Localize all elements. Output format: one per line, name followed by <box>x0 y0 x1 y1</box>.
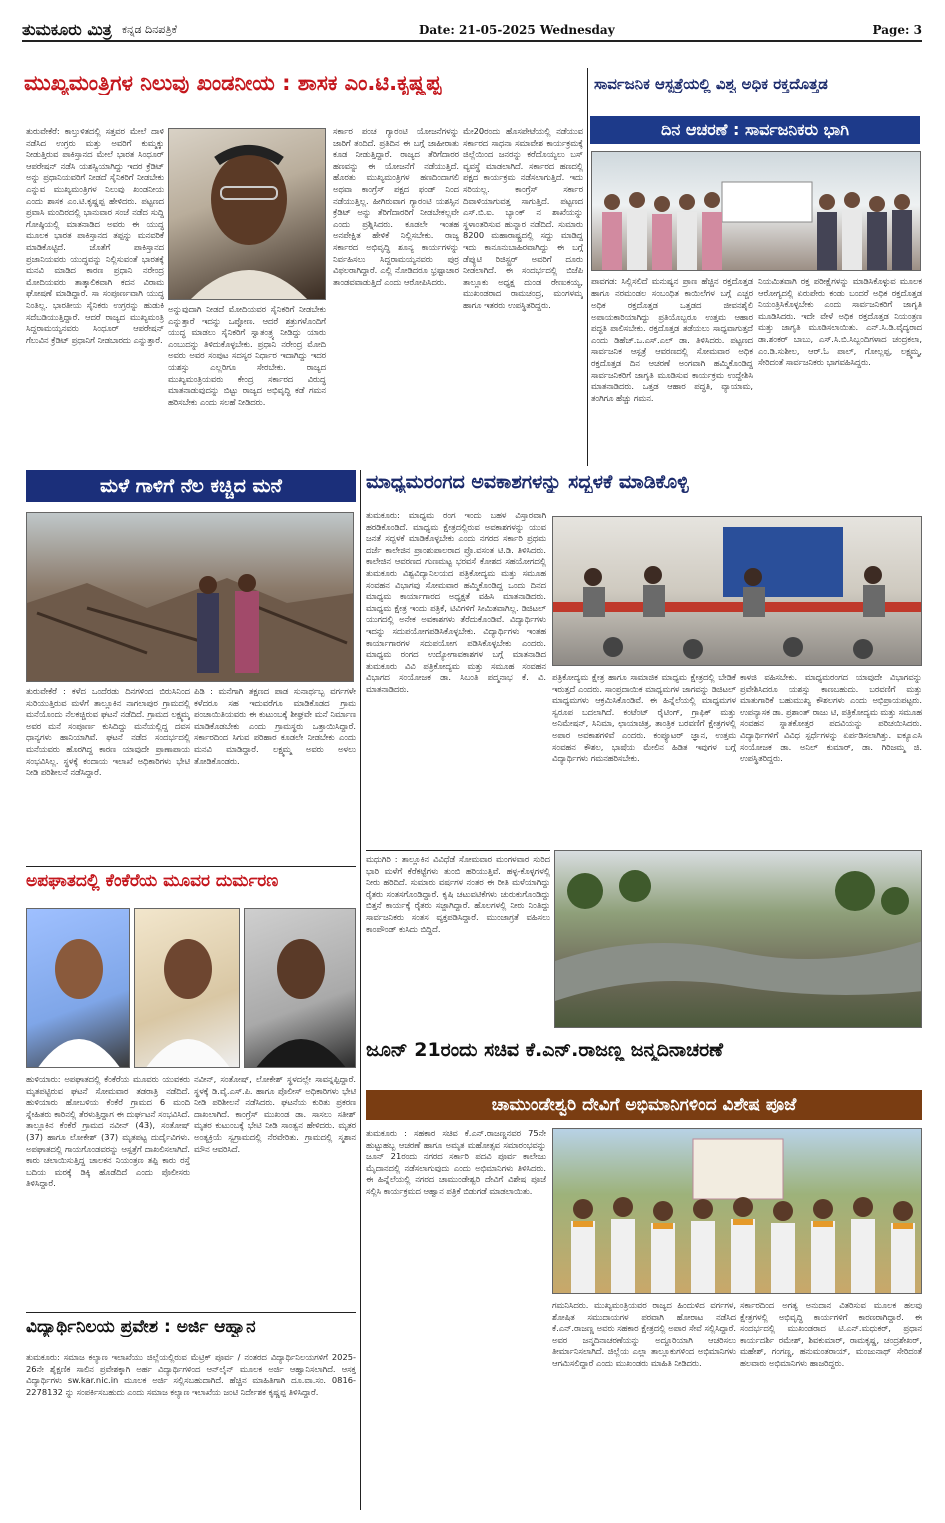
headline-accident: ಅಪಘಾತದಲ್ಲಿ ಕೆಂಕೆರೆಯ ಮೂವರ ದುರ್ಮರಣ <box>26 872 279 891</box>
article-text: ಪತ್ರಿಕೋದ್ಯಮ ಕ್ಷೇತ್ರ ಹಾಗೂ ಸಾಮಾಜಿಕ ಮಾಧ್ಯಮ ಕ್ಷೇತ್ರದಲ್ಲಿ ಬೇಡಿಕೆ ಇರುತ್ತದೆ ಎಂದರು. ಸಾಂಪ್ರದಾಯಿಕ ಮಾಧ್ಯಮಗಳ ಜಾಗವನ್ನು ಡಿಜಿಟಲ್ ಮಾಧ್ಯಮಗಳು ಆಕ್ರಮಿಸಿಕೊಂಡಿವೆ. ಈ ಹಿನ್ನೆಲೆಯಲ್ಲಿ ಮಾಧ್ಯಮಗಳ ಸ್ವರೂಪ ಬದಲಾಗಿದೆ. ಕಂಟೆಂಟ್ ರೈಟಿಂಗ್, ಗ್ರಾಫಿಕ್ ಮತ್ತು ಅನಿಮೇಷನ್, ಸಿನಿಮಾ, ಛಾಯಾಚಿತ್ರ, ತಾಂತ್ರಿಕ ಬರವಣಿಗೆ ಕ್ಷೇತ್ರಗಳಲ್ಲಿ ಅಪಾರ ಅವಕಾಶಗಳಿವೆ ಎಂದರು. ಕಂಪ್ಯೂಟರ್ ಜ್ಞಾನ, ಉತ್ತಮ ಸಂವಹನ ಕೌಶಲ, ಭಾಷೆಯ ಮೇಲಿನ ಹಿಡಿತ ಇವುಗಳ ಬಗ್ಗೆ ವಿದ್ಯಾರ್ಥಿಗಳು ಗಮನಹರಿಸಬೇಕು. <box>552 672 736 764</box>
person-icon <box>27 909 130 1068</box>
section-divider <box>26 1312 356 1313</box>
article-accident-col1 <box>26 1074 190 1308</box>
river-caption: ಮಧುಗಿರಿ : ತಾಲ್ಲೂಕಿನ ವಿವಿಧೆಡೆ ಸೋಮವಾರ ಮಂಗಳವಾರ ಸುರಿದ ಭಾರಿ ಮಳೆಗೆ ಕೆರೆಕಟ್ಟೆಗಳು ತುಂಬಿ ಹರಿಯುತ್ತಿವೆ. ಹಳ್ಳ-ಕೊಳ್ಳಗಳಲ್ಲಿ ನೀರು ಹರಿದಿದೆ. ಸುಮಾರು ವರ್ಷಗಳ ನಂತರ ಈ ರೀತಿ ಮಳೆಯಾಗಿದ್ದು ರೈತರು ಸಂತಸಗೊಂಡಿದ್ದಾರೆ. ಕೃಷಿ ಚಟುವಟಿಕೆಗಳು ಚುರುಕುಗೊಂಡಿದ್ದು ಬಿತ್ತನೆ ಕಾರ್ಯಕ್ಕೆ ರೈತರು ಸಜ್ಜಾಗಿದ್ದಾರೆ. ಹೊಲಗಳಲ್ಲಿ ನೀರು ನಿಂತಿದ್ದು ಸಾರ್ವಜನಿಕರು ಸಂತಸ ವ್ಯಕ್ತಪಡಿಸಿದ್ದಾರೆ. ಮುಂಜಾಗ್ರತೆ ವಹಿಸಲು ಕಾಂಪೌಂಡ್ ಕುಸಿದು ಬಿದ್ದಿದೆ. <box>366 854 550 934</box>
article-text: ಅಧಿಕ ರಕ್ತದೊತ್ತಡ ಒತ್ತಡದ ಜೀವನಶೈಲಿ ಅಪಾಯಕಾರಿಯಾಗಿದ್ದು ಪ್ರತಿಯೊಬ್ಬರೂ ಉತ್ತಮ ಆಹಾರ ಪದ್ಧತಿ ಪಾಲಿಸಬೇಕು. ರಕ್ತದೊತ್ತಡ ತಡೆಯಲು ಸಾಧ್ಯವಾಗುತ್ತದೆ ಎಂದು ಡಿಹೆಚ್.ಒ.ಎಸ್.ಎಲ್ ಡಾ. ತಿಳಿಸಿದರು. ಪಟ್ಟಣದ ಸಾರ್ವಜನಿಕ ಆಸ್ಪತ್ರೆ ಆವರಣದಲ್ಲಿ ಸೋಮವಾರ ಅಧಿಕ ರಕ್ತದೊತ್ತಡ ದಿನ ಆಚರಣೆ ಅಂಗವಾಗಿ ಹಮ್ಮಿಕೊಂಡಿದ್ದ ಸಾರ್ವಜನಿಕರಿಗೆ ಜಾಗೃತಿ ಮೂಡಿಸುವ ಕಾರ್ಯಕ್ರಮ ಉದ್ದೇಶಿಸಿ ಮಾತನಾಡಿದರು. ಒತ್ತಡ ಆಹಾರ ಪದ್ಧತಿ, ವ್ಯಾಯಾಮ, ತಂಗಿಗೂ ಹೆಚ್ಚು ಗಮನ. <box>591 300 753 403</box>
article-pooja-col2 <box>552 1300 736 1508</box>
portrait-icon <box>169 129 326 300</box>
article-media-col2 <box>552 672 736 846</box>
article-text: ಗಮನಿಸಿದರು. ಮುಖ್ಯಮಂತ್ರಿಯವರ ರಾಜ್ಯದ ಹಿಂದುಳಿದ ವರ್ಗಗಳ, ಶೋಷಿತ ಸಮುದಾಯಗಳ ಪರವಾಗಿ ಹೋರಾಟ ನಡೆಸಿದ ಕೆ.ಎನ್.ರಾಜಣ್ಣ ಅವರು ಸಹಕಾರ ಕ್ಷೇತ್ರದಲ್ಲಿ ಅಪಾರ ಸೇವೆ ಸಲ್ಲಿಸಿದ್ದಾರೆ. ಅವರ ಜನ್ಮದಿನಾಚರಣೆಯನ್ನು ಅದ್ದೂರಿಯಾಗಿ ಆಚರಿಸಲು ತೀರ್ಮಾನಿಸಲಾಗಿದೆ. ಜಿಲ್ಲೆಯ ಎಲ್ಲಾ ತಾಲ್ಲೂಕುಗಳಿಂದ ಅಭಿಮಾನಿಗಳು ಆಗಮಿಸಲಿದ್ದಾರೆ ಎಂದು ಮುಖಂಡರು ಮಾಹಿತಿ ನೀಡಿದರು. <box>552 1300 736 1368</box>
headline-cm: ಮುಖ್ಯಮಂತ್ರಿಗಳ ನಿಲುವು ಖಂಡನೀಯ : ಶಾಸಕ ಎಂ.ಟಿ.ಕೃಷ್ಣಪ್ಪ <box>24 72 442 95</box>
article-text: ನಿಯಮಿತವಾಗಿ ರಕ್ತ ಪರೀಕ್ಷೆಗಳನ್ನು ಮಾಡಿಸಿಕೊಳ್ಳುವ ಮೂಲಕ ಆರೋಗ್ಯದಲ್ಲಿ ಏರುಪೇರು ಕಂಡು ಬಂದರೆ ಅಧಿಕ ರಕ್ತದೊತ್ತಡ ನಿಯಂತ್ರಿಸಿಕೊಳ್ಳಬೇಕು ಎಂದು ಸಾರ್ವಜನಿಕರಿಗೆ ಜಾಗೃತಿ ಮೂಡಿಸಿದರು. ಇದೇ ವೇಳೆ ಅಧಿಕ ರಕ್ತದೊತ್ತಡ ನಿಯಂತ್ರಣ ಮತ್ತು ಜಾಗೃತಿ ಮೂಡಿಸಲಾಯಿತು. ಎನ್.ಸಿ.ಡಿ.ವೈದ್ಯರಾದ ಡಾ.ಶಂಕರ್ ಬಾಬು, ಎಸ್.ಸಿ.ಬಿ.ಸಿಬ್ಬಂದಿಗಳಾದ ಚಂದ್ರಕಲಾ, ಎಂ.ಡಿ.ಸುಶೀಲ, ಆರ್.ಓ ಪಾಲ್, ಗೋಲ್ಲಪ್ಪ, ಲಕ್ಷ್ಮಮ್ಮ, ಸೇರಿದಂತೆ ಸಾರ್ವಜನಿಕರು ಭಾಗವಹಿಸಿದ್ದರು. <box>758 276 922 368</box>
article-blood-col1 <box>591 300 753 466</box>
masthead-date: Date: 21-05-2025 Wednesday <box>419 23 615 37</box>
headline-blood-2: ದಿನ ಆಚರಣೆ : ಸಾರ್ವಜನಿಕರು ಭಾಗಿ <box>590 116 920 144</box>
section-divider <box>26 866 356 867</box>
article-cm-col3 <box>333 126 459 466</box>
article-text: ಅನ್ನುವುದಾಗಿ ನೀಡದೆ ಮೋದಿಯವರ ಸೈನಿಕರಿಗೆ ನೀಡಬೇಕು ಎನ್ನುತ್ತಾರೆ ಇದನ್ನು ಒಪ್ಪೋಣ. ಆದರೆ ಶತ್ರುಗಳೊಂದಿಗೆ ಯುದ್ಧ ಮಾಡಲು ಸೈನಿಕರಿಗೆ ಸ್ವಾತಂತ್ರ್ಯ ನೀಡಿದ್ದು ಯಾರು ಎಂಬುದನ್ನು ತಿಳಿದುಕೊಳ್ಳಬೇಕು. ಪ್ರಧಾನಿ ನರೇಂದ್ರ ಮೋದಿ ಅವರು ಅವರ ಸಂಪುಟ ಸದಸ್ಯರ ನಿರ್ಧಾರ ಇದಾಗಿದ್ದು ಇದರ ಯಶಸ್ಸು ಎಲ್ಲರಿಗೂ ಸೇರಬೇಕು. ರಾಜ್ಯದ ಮುಖ್ಯಮಂತ್ರಿಯವರು ಕೇಂದ್ರ ಸರ್ಕಾರದ ವಿರುದ್ಧ ಮಾತನಾಡುವುದನ್ನು ಬಿಟ್ಟು ರಾಜ್ಯದ ಅಭಿವೃದ್ಧಿ ಕಡೆ ಗಮನ ಹರಿಸಬೇಕು ಎಂದು ಸಲಹೆ ನೀಡಿದರು. <box>168 304 326 407</box>
headline-hostel: ವಿದ್ಯಾರ್ಥಿನಿಲಯ ಪ್ರವೇಶ : ಅರ್ಜಿ ಆಹ್ವಾನ <box>26 1318 256 1337</box>
article-cm-col1 <box>26 126 164 466</box>
group-photo-icon <box>592 152 921 271</box>
blood-group-image <box>591 151 921 271</box>
blood-caption: ಪಾವಗಡ: ಸಿಲ್ಲಿಸಲಿದೆ ಮನುಷ್ಯನ ಪ್ರಾಣ ಹೆಚ್ಚಿನ ರಕ್ತದೊತ್ತಡ ಹಾಗೂ ನರಮಂಡಲ ಸಂಬಂಧಿತ ಕಾಯಿಲೆಗಳ ಬಗ್ಗೆ ಎಚ್ಚರ <box>591 276 753 298</box>
media-stage-image <box>552 516 922 666</box>
column-divider <box>587 68 588 466</box>
victim-2-photo <box>134 908 240 1068</box>
article-text: ತುಮಕೂರು : ಸಹಕಾರ ಸಚಿವ ಕೆ.ಎನ್.ರಾಜಣ್ಣನವರ 75ನೇ ಹುಟ್ಟುಹಬ್ಬ ಆಚರಣೆ ಹಾಗೂ ಅಮೃತ ಮಹೋತ್ಸವ ಸಮಾರಂಭವನ್ನು ಜೂನ್ 21ರಂದು ನಗರದ ಸರ್ಕಾರಿ ಪದವಿ ಪೂರ್ವ ಕಾಲೇಜು ಮೈದಾನದಲ್ಲಿ ನಡೆಸಲಾಗುವುದು ಎಂದು ಅಭಿಮಾನಿಗಳು ತಿಳಿಸಿದರು. ಈ ಹಿನ್ನೆಲೆಯಲ್ಲಿ ನಗರದ ಚಾಮುಂಡೇಶ್ವರಿ ದೇವಿಗೆ ವಿಶೇಷ ಪೂಜೆ ಸಲ್ಲಿಸಿ ಕಾರ್ಯಕ್ರಮದ ಆಹ್ವಾನ ಪತ್ರಿಕೆ ಬಿಡುಗಡೆ ಮಾಡಲಾಯಿತು. <box>366 1128 546 1196</box>
section-divider <box>366 850 550 851</box>
stage-icon <box>553 517 922 666</box>
article-rain-col1 <box>26 686 190 862</box>
column-divider <box>360 470 361 1510</box>
mla-portrait-image <box>168 128 326 300</box>
person-icon <box>135 909 240 1068</box>
article-rain-col2 <box>194 686 356 862</box>
article-text: ತುಮಕೂರು: ಸಮಾಜ ಕಲ್ಯಾಣ ಇಲಾಖೆಯು ಜಿಲ್ಲೆಯಲ್ಲಿರುವ ಮೆಟ್ರಿಕ್ ಪೂರ್ವ / ನಂತರದ ವಿದ್ಯಾರ್ಥಿನಿಲಯಗಳಿಗೆ 2025-26ನೇ ಶೈಕ್ಷಣಿಕ ಸಾಲಿನ ಪ್ರವೇಶಕ್ಕಾಗಿ ಅರ್ಹ ವಿದ್ಯಾರ್ಥಿಗಳಿಂದ ಆನ್‌ಲೈನ್ ಮೂಲಕ ಅರ್ಜಿ ಆಹ್ವಾನಿಸಲಾಗಿದೆ. ಆಸಕ್ತ ವಿದ್ಯಾರ್ಥಿಗಳು sw.kar.nic.in ಮೂಲಕ ಅರ್ಜಿ ಸಲ್ಲಿಸಬಹುದಾಗಿದೆ. ಹೆಚ್ಚಿನ ಮಾಹಿತಿಗಾಗಿ ದೂ.ವಾ.ಸಂ. 0816-2278132 ನ್ನು ಸಂಪರ್ಕಿಸಬಹುದು ಎಂದು ಸಮಾಜ ಕಲ್ಯಾಣ ಇಲಾಖೆಯ ಜಂಟಿ ನಿರ್ದೇಶಕ ಕೃಷ್ಣಪ್ಪ ತಿಳಿಸಿದ್ದಾರೆ. <box>26 1352 356 1397</box>
page-number: Page: 3 <box>872 23 922 37</box>
headline-media: ಮಾಧ್ಯಮರಂಗದ ಅವಕಾಶಗಳನ್ನು ಸದ್ಬಳಕೆ ಮಾಡಿಕೊಳ್ಳಿ <box>366 472 689 493</box>
article-text: ಕಾಳಜಿ ವಹಿಸಬೇಕು. ಮಾಧ್ಯಮರಂಗದ ಯಾವುದೇ ವಿಭಾಗವನ್ನು ಪ್ರವೇಶಿಸಿದರೂ ಯಶಸ್ಸು ಕಾಣಬಹುದು. ಬರವಣಿಗೆ ಮತ್ತು ಮಾತುಗಾರಿಕೆ ಬಹುಮುಖ್ಯ ಕೌಶಲಗಳು ಎಂದು ಅಭಿಪ್ರಾಯಪಟ್ಟರು. ಉಪನ್ಯಾಸಕ ಡಾ. ಪ್ರಶಾಂತ್ ರಾಜು ಟಿ, ಪತ್ರಿಕೋದ್ಯಮ ಮತ್ತು ಸಮೂಹ ಸಂವಹನ ಸ್ನಾತಕೋತ್ತರ ಪದವಿಯನ್ನು ಪರಿಚಯಿಸಿದರು. ವಿದ್ಯಾರ್ಥಿಗಳಿಗೆ ವಿವಿಧ ಸ್ಪರ್ಧೆಗಳನ್ನು ಏರ್ಪಡಿಸಲಾಗಿತ್ತು. ಐಕ್ಯೂಎಸಿ ಸಂಯೋಜಕ ಡಾ. ಅನಿಲ್ ಕುಮಾರ್, ಡಾ. ಗಿರಿಜಮ್ಮ ಜಿ. ಉಪಸ್ಥಿತರಿದ್ದರು. <box>740 672 922 764</box>
article-hostel <box>26 1352 356 1508</box>
pooja-group-image <box>552 1128 922 1294</box>
article-media-col3 <box>740 672 922 846</box>
article-text: ಹುಳಿಯಾರು: ಅಪಘಾತದಲ್ಲಿ ಕೆಂಕೆರೆಯ ಮೂವರು ಯುವಕರು ಮೃತಪಟ್ಟಿರುವ ಘಟನೆ ಸೋಮವಾರ ತಡರಾತ್ರಿ ನಡೆದಿದೆ. ಹುಳಿಯಾರು ಹೋಬಳಿಯ ಕೆಂಕೆರೆ ಗ್ರಾಮದ 6 ಮಂದಿ ಸ್ನೇಹಿತರು ಕಾರಿನಲ್ಲಿ ತೆರಳುತ್ತಿದ್ದಾಗ ಈ ದುರ್ಘಟನೆ ಸಂಭವಿಸಿದೆ. ತಾಲ್ಲೂಕಿನ ಕೆಂಕೆರೆ ಗ್ರಾಮದ ನವೀನ್ (43), ಸಂತೋಷ್ (37) ಹಾಗೂ ಲೋಕೇಶ್ (37) ಮೃತಪಟ್ಟ ದುರ್ದೈವಿಗಳು. ಅಪಘಾತದಲ್ಲಿ ಗಾಯಗೊಂಡವರನ್ನು ಆಸ್ಪತ್ರೆಗೆ ದಾಖಲಿಸಲಾಗಿದೆ. ಕಾರು ಚಲಾಯಿಸುತ್ತಿದ್ದ ಚಾಲಕನ ನಿಯಂತ್ರಣ ತಪ್ಪಿ ಕಾರು ರಸ್ತೆ ಬದಿಯ ಮರಕ್ಕೆ ಡಿಕ್ಕಿ ಹೊಡೆದಿದೆ ಎಂದು ಪೊಲೀಸರು ತಿಳಿಸಿದ್ದಾರೆ. <box>26 1074 190 1189</box>
flood-stream-image <box>554 850 922 1028</box>
victim-3-photo <box>244 908 356 1068</box>
masthead-logo: ತುಮಕೂರು ಮಿತ್ರ <box>22 20 112 39</box>
masthead-subtitle: ಕನ್ನಡ ದಿನಪತ್ರಿಕೆ <box>122 23 178 36</box>
article-media-col1 <box>366 510 546 846</box>
article-text: ಸರ್ಕಾರದಿಂದ ಅಗತ್ಯ ಅನುದಾನ ವಿತರಿಸುವ ಮೂಲಕ ಹಲವು ಕ್ಷೇತ್ರಗಳಲ್ಲಿ ಅಭಿವೃದ್ಧಿ ಕಾರ್ಯಗಳಿಗೆ ಕಾರಣರಾಗಿದ್ದಾರೆ. ಈ ಸಂದರ್ಭದಲ್ಲಿ ಮುಖಂಡರಾದ ಟಿ.ಎನ್.ಮಧುಕರ್, ಪ್ರಧಾನ ಕಾರ್ಯದರ್ಶಿ ರಮೇಶ್, ಶಿವಕುಮಾರ್, ರಾಮಕೃಷ್ಣ, ಚಂದ್ರಶೇಖರ್, ಮಹೇಶ್, ಗಂಗಣ್ಣ, ಹನುಮಂತರಾಯ್, ಮಂಜುನಾಥ್ ಸೇರಿದಂತೆ ಹಲವಾರು ಅಭಿಮಾನಿಗಳು ಹಾಜರಿದ್ದರು. <box>740 1300 922 1368</box>
article-cm-col4 <box>463 126 583 466</box>
article-text: ಸರ್ಕಾರ ಪಂಚ ಗ್ಯಾರಂಟಿ ಯೋಜನೆಗಳನ್ನು ಜಾರಿಗೆ ತಂದಿದೆ. ಪ್ರತಿದಿನ ಈ ಬಗ್ಗೆ ಜಾಹೀರಾತು ಕೂಡ ನೀಡುತ್ತಿದ್ದಾರೆ. ರಾಜ್ಯದ ತೆರಿಗೆದಾರರ ಹಣವನ್ನು ಈ ಯೋಜನೆಗೆ ನಡೆಯುತ್ತಿದೆ. ಹೊರತು ಮುಖ್ಯಮಂತ್ರಿಗಳ ಹಣದಿಂದಾಗಲಿ ಅಥವಾ ಕಾಂಗ್ರೆಸ್ ಪಕ್ಷದ ಫಂಡ್ ನಿಂದ ನಡೆಯುತ್ತಿಲ್ಲ. ಹೀಗಿರುವಾಗ ಗ್ಯಾರಂಟಿ ಯಶಸ್ಸಿನ ಕ್ರೆಡಿಟ್ ಅನ್ನು ತೆರಿಗೆದಾರರಿಗೆ ನೀಡಬೇಕಲ್ಲವೇ ಎಂದು ಪ್ರಶ್ನಿಸಿದರು. ಕೂಡಲೇ ಇಂತಹ ಅನಪೇಕ್ಷಿತ ಹೇಳಿಕೆ ನಿಲ್ಲಿಸಬೇಕು. ರಾಜ್ಯ ಸರ್ಕಾರದ ಅಭಿವೃದ್ಧಿ ಶೂನ್ಯ ಕಾರ್ಯಗಳನ್ನು ನಿರ್ವಹಿಸಲು ಸಿದ್ದರಾಮಯ್ಯನವರು ಪುರ್ರ ವಿಫಲರಾಗಿದ್ದಾರೆ. ಎಲ್ಲಿ ನೋಡಿದರೂ ಭ್ರಷ್ಟಾಚಾರ ತಾಂಡವವಾಡುತ್ತಿದೆ ಎಂದು ಆರೋಪಿಸಿದರು. <box>333 126 459 287</box>
collapsed-house-image <box>26 512 354 682</box>
headline-rain: ಮಳೆ ಗಾಳಿಗೆ ನೆಲ ಕಚ್ಚಿದ ಮನೆ <box>26 470 356 502</box>
group-photo-icon <box>553 1129 922 1294</box>
article-text: ಮೇ20ರಂದು ಹೊಸಪೇಟೆಯಲ್ಲಿ ನಡೆಯುವ ಸರ್ಕಾರದ ಸಾಧನಾ ಸಮಾವೇಶ ಕಾರ್ಯಕ್ರಮಕ್ಕೆ ಜಿಲ್ಲೆಯಿಂದ ಜನರನ್ನು ಕರೆದೊಯ್ಯಲು ಬಸ್ ವ್ಯವಸ್ಥೆ ಮಾಡಲಾಗಿದೆ. ಸರ್ಕಾರದ ಹಣದಲ್ಲಿ ಪಕ್ಷದ ಕಾರ್ಯಕ್ರಮ ನಡೆಸಲಾಗುತ್ತಿದೆ. ಇದು ಸರಿಯಲ್ಲ. ಕಾಂಗ್ರೆಸ್ ಸರ್ಕಾರ ದಿವಾಳಿಯಾಗುವತ್ತ ಸಾಗುತ್ತಿದೆ. ಪಟ್ಟಣದ ಎಸ್.ಬಿ.ಐ. ಬ್ಯಾಂಕ್ ನ ಶಾಖೆಯನ್ನು ಸ್ಥಳಾಂತರಿಸುವ ಹುನ್ನಾರ ನಡೆದಿದೆ. ಸುಮಾರು 8200 ಮಹಾರಾಷ್ಟ್ರದಲ್ಲಿ ಸದ್ದು ಮಾಡಿದ್ದ ಇದು ಕಾನೂನುಬಾಹಿರವಾಗಿದ್ದು ಈ ಬಗ್ಗೆ ಡೆಪ್ಯುಟಿ ರಿಜಿಸ್ಟ್ರರ್ ಅವರಿಗೆ ದೂರು ನೀಡಲಾಗಿದೆ. ಈ ಸಂದರ್ಭದಲ್ಲಿ ಬಿಜೆಪಿ ತಾಲ್ಲೂಕು ಅಧ್ಯಕ್ಷ ದುಂಡ ರೇಣುಕಯ್ಯ, ಮುಖಂಡರಾದ ರಾಮಚಂದ್ರ, ಮಂಗಳಮ್ಮ ಹಾಗೂ ಇತರರು ಉಪಸ್ಥಿತರಿದ್ದರು. <box>463 126 583 310</box>
article-text: ತುಮಕೂರು: ಮಾಧ್ಯಮ ರಂಗ ಇಂದು ಬಹಳ ವಿಸ್ತಾರವಾಗಿ ಹರಡಿಕೊಂಡಿದೆ. ಮಾಧ್ಯಮ ಕ್ಷೇತ್ರದಲ್ಲಿರುವ ಅವಕಾಶಗಳನ್ನು ಯುವ ಜನತೆ ಸದ್ಬಳಕೆ ಮಾಡಿಕೊಳ್ಳಬೇಕು ಎಂದು ನಗರದ ಸರ್ಕಾರಿ ಪ್ರಥಮ ದರ್ಜೆ ಕಾಲೇಜಿನ ಪ್ರಾಂಶುಪಾಲರಾದ ಪ್ರೊ.ವಸಂತ ಟಿ.ಡಿ. ತಿಳಿಸಿದರು. ಕಾಲೇಜಿನ ಆವರಣದ ಗುಣಮಟ್ಟ ಭರವಸೆ ಕೋಶದ ಸಹಯೋಗದಲ್ಲಿ ತುಮಕೂರು ವಿಶ್ವವಿದ್ಯಾನಿಲಯದ ಪತ್ರಿಕೋದ್ಯಮ ಮತ್ತು ಸಮೂಹ ಸಂವಹನ ವಿಭಾಗವು ಸೋಮವಾರ ಹಮ್ಮಿಕೊಂಡಿದ್ದ ಒಂದು ದಿನದ ಮಾಧ್ಯಮ ಕಾರ್ಯಾಗಾರದ ಅಧ್ಯಕ್ಷತೆ ವಹಿಸಿ ಮಾತನಾಡಿದರು. ಮಾಧ್ಯಮ ಕ್ಷೇತ್ರ ಇಂದು ಪತ್ರಿಕೆ, ಟಿವಿಗಳಿಗೆ ಸೀಮಿತವಾಗಿಲ್ಲ. ಡಿಜಿಟಲ್ ಯುಗದಲ್ಲಿ ಅನೇಕ ಅವಕಾಶಗಳು ತೆರೆದುಕೊಂಡಿವೆ. ವಿದ್ಯಾರ್ಥಿಗಳು ಇದನ್ನು ಸದುಪಯೋಗಪಡಿಸಿಕೊಳ್ಳಬೇಕು. ವಿದ್ಯಾರ್ಥಿಗಳು ಇಂತಹ ಕಾರ್ಯಾಗಾರಗಳ ಸದುಪಯೋಗ ಪಡಿಸಿಕೊಳ್ಳಬೇಕು ಎಂದರು. ಮಾಧ್ಯಮ ರಂಗದ ಉದ್ಯೋಗಾವಕಾಶಗಳ ಬಗ್ಗೆ ಮಾತನಾಡಿದ ತುಮಕೂರು ವಿವಿ ಪತ್ರಿಕೋದ್ಯಮ ಮತ್ತು ಸಮೂಹ ಸಂವಹನ ವಿಭಾಗದ ಸಂಯೋಜಕ ಡಾ. ಸಿಬಂತಿ ಪದ್ಮನಾಭ ಕೆ. ವಿ. ಮಾತನಾಡಿದರು. <box>366 510 546 694</box>
victim-1-photo <box>26 908 130 1068</box>
article-text: ನವೀನ್, ಸಂತೋಷ್, ಲೋಕೇಶ್ ಸ್ಥಳದಲ್ಲೇ ಸಾವನ್ನಪ್ಪಿದ್ದಾರೆ. ಸ್ಥಳಕ್ಕೆ ಡಿ.ವೈ.ಎಸ್.ಪಿ. ಹಾಗೂ ಪೊಲೀಸ್ ಅಧಿಕಾರಿಗಳು ಭೇಟಿ ನೀಡಿ ಪರಿಶೀಲನೆ ನಡೆಸಿದರು. ಘಟನೆಯ ಕುರಿತು ಪ್ರಕರಣ ದಾಖಲಾಗಿದೆ. ಕಾಂಗ್ರೆಸ್ ಮುಖಂಡ ಡಾ. ಸಾಸಲು ಸತೀಶ್ ಮೃತರ ಕುಟುಂಬಕ್ಕೆ ಭೇಟಿ ನೀಡಿ ಸಾಂತ್ವನ ಹೇಳಿದರು. ಮೃತರ ಅಂತ್ಯಕ್ರಿಯೆ ಸ್ವಗ್ರಾಮದಲ್ಲಿ ನೆರವೇರಿತು. ಗ್ರಾಮದಲ್ಲಿ ಸ್ಮಶಾನ ಮೌನ ಆವರಿಸಿದೆ. <box>194 1074 356 1154</box>
article-text: ಪಿಡಿ : ಮನೆಗಾಗಿ ತಕ್ಷಣದ ಪಾಡ ಸುನಾರ್ಥಬ್ಬ ವರ್ಗಗಳೇ ಕಳೆದರೂ ಸಹ ಇದುವರೆಗೂ ಮಾಡಿಕೊಡದ ಗ್ರಾಮ ಪಂಚಾಯಿತಿಯವರು ಈ ಕುಟುಂಬಕ್ಕೆ ಶೀಘ್ರವೇ ಮನೆ ನಿರ್ಮಾಣ ಮಾಡಿಕೊಡಬೇಕು ಎಂದು ಗ್ರಾಮಸ್ಥರು ಒತ್ತಾಯಿಸಿದ್ದಾರೆ. ಸರ್ಕಾರದಿಂದ ಸಿಗುವ ಪರಿಹಾರ ಕೂಡಲೇ ನೀಡಬೇಕು ಎಂದು ಮನವಿ ಮಾಡಿದ್ದಾರೆ. ಲಕ್ಷ್ಮಮ್ಮ ಅವರು ಅಳಲು ತೋಡಿಕೊಂಡರು. <box>194 686 356 766</box>
article-blood-col2 <box>758 276 922 466</box>
article-accident-col2 <box>194 1074 356 1308</box>
stream-icon <box>555 851 922 1028</box>
masthead <box>22 20 922 42</box>
article-text: ತುರುವೇಕೆರೆ : ಕಳೆದ ಒಂದೆರಡು ದಿನಗಳಿಂದ ಬಿರುಸಿನಿಂದ ಸುರಿಯುತ್ತಿರುವ ಮಳೆಗೆ ತಾಲ್ಲೂಕಿನ ನಾಗಲಾಪುರ ಗ್ರಾಮದಲ್ಲಿ ಮನೆಯೊಂದು ನೆಲಕಚ್ಚಿರುವ ಘಟನೆ ನಡೆದಿದೆ. ಗ್ರಾಮದ ಲಕ್ಷ್ಮಮ್ಮ ಅವರ ಮನೆ ಸಂಪೂರ್ಣ ಕುಸಿದಿದ್ದು ಮನೆಯಲ್ಲಿದ್ದ ದವಸ ಧಾನ್ಯಗಳು ಹಾನಿಯಾಗಿವೆ. ಘಟನೆ ನಡೆದ ಸಂದರ್ಭದಲ್ಲಿ ಮನೆಯವರು ಹೊರಗಿದ್ದ ಕಾರಣ ಯಾವುದೇ ಪ್ರಾಣಾಪಾಯ ಸಂಭವಿಸಿಲ್ಲ. ಸ್ಥಳಕ್ಕೆ ಕಂದಾಯ ಇಲಾಖೆ ಅಧಿಕಾರಿಗಳು ಭೇಟಿ ನೀಡಿ ಪರಿಶೀಲನೆ ನಡೆಸಿದ್ದಾರೆ. <box>26 686 190 778</box>
headline-blood-1: ಸಾರ್ವಜನಿಕ ಆಸ್ಪತ್ರೆಯಲ್ಲಿ ವಿಶ್ವ ಅಧಿಕ ರಕ್ತದೊತ್ತಡ <box>594 76 828 93</box>
person-icon <box>245 909 356 1068</box>
article-pooja-col3 <box>740 1300 922 1508</box>
article-cm-col2 <box>168 304 326 466</box>
article-text: ತುರುವೇಕೆರೆ: ಕಾಲ್ತುಳಿತದಲ್ಲಿ ಸತ್ತವರ ಮೇಲೆ ದಾಳಿ ನಡೆಸಿದ ಉಗ್ರರು ಮತ್ತು ಅವರಿಗೆ ಕುಮ್ಮಕ್ಕು ನೀಡುತ್ತಿರುವ ಪಾಕಿಸ್ತಾನದ ಮೇಲೆ ಭಾರತ ಸಿಂಧೂರ್ ಆಪರೇಷನ್ ನಡೆಸಿ ಯಶಸ್ವಿಯಾಗಿದ್ದು ಇದರ ಕ್ರೆಡಿಟ್ ಅನ್ನು ಪ್ರಧಾನಿಯವರಿಗೆ ನೀಡದೆ ಸೈನಿಕರಿಗೆ ನೀಡಬೇಕು ಎನ್ನುವ ಮುಖ್ಯಮಂತ್ರಿಗಳ ನಿಲುವು ಖಂಡನೀಯ ಎಂದು ಶಾಸಕ ಎಂ.ಟಿ.ಕೃಷ್ಣಪ್ಪ ಹೇಳಿದರು. ಪಟ್ಟಣದ ಪ್ರವಾಸಿ ಮಂದಿರದಲ್ಲಿ ಭಾನುವಾರ ಸಂಜೆ ನಡೆದ ಸುದ್ದಿ ಗೋಷ್ಠಿಯಲ್ಲಿ ಮಾತನಾಡಿದ ಅವರು ಈ ಯುದ್ಧ ಮೂಲಕ ಭಾರತ ಪಾಕಿಸ್ತಾನದ ತಪ್ಪನ್ನು ಮನವರಿಕೆ ಮಾಡಿಕೊಟ್ಟಿದೆ. ಜೊತೆಗೆ ಪಾಕಿಸ್ತಾನದ ಪ್ರಜಾನಿಯವರು ಯುದ್ಧವನ್ನು ನಿಲ್ಲಿಸುವಂತೆ ಭಾರತಕ್ಕೆ ಮನವಿ ಮಾಡಿದ ಕಾರಣ ಪ್ರಧಾನಿ ನರೇಂದ್ರ ಮೋದಿಯವರು ತಾತ್ಕಾಲಿಕವಾಗಿ ಕದನ ವಿರಾಮ ಘೋಷಣೆ ಮಾಡಿದ್ದಾರೆ. ಸಾ ಸಂಪೂರ್ಣವಾಗಿ ಯುದ್ಧ ನಿಂತಿಲ್ಲ. ಭಾರತೀಯ ಸೈನಿಕರು ಉಗ್ರರನ್ನು ಹುಡುಕಿ ಸದೆಬಡಿಯುತ್ತಿದ್ದಾರೆ. ಆದರೆ ರಾಜ್ಯದ ಮುಖ್ಯಮಂತ್ರಿ ಸಿದ್ದರಾಮಯ್ಯನವರು ಸಿಂಧೂರ್ ಆಪರೇಷನ್ ಗೆಲುವಿನ ಕ್ರೆಡಿಟ್ ಪ್ರಧಾನಿಗೆ ನೀಡಬಾರದು ಎನ್ನುತ್ತಾರೆ. <box>26 126 164 345</box>
headline-birthday: ಜೂನ್ 21ರಂದು ಸಚಿವ ಕೆ.ಎನ್.ರಾಜಣ್ಣ ಜನ್ಮದಿನಾಚರಣೆ <box>366 1040 724 1061</box>
headline-pooja: ಚಾಮುಂಡೇಶ್ವರಿ ದೇವಿಗೆ ಅಭಿಮಾನಿಗಳಿಂದ ವಿಶೇಷ ಪೂಜೆ <box>366 1090 922 1120</box>
debris-icon <box>27 513 354 682</box>
article-pooja-col1 <box>366 1128 546 1296</box>
